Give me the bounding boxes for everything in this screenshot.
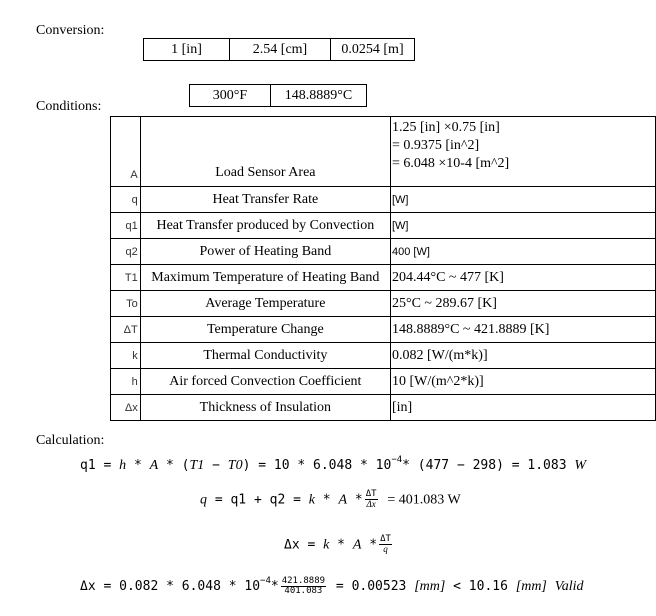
row-value: 1.25 [in] ×0.75 [in] = 0.9375 [in^2] = 6.048 ×10-4 [m^2]	[390, 117, 655, 187]
temp-fahrenheit: 300°F	[190, 85, 271, 107]
row-value: [W]	[390, 187, 655, 213]
row-description: Thickness of Insulation	[140, 395, 390, 421]
row-symbol: ΔT	[111, 317, 141, 343]
row-description: Heat Transfer Rate	[140, 187, 390, 213]
conditions-temp-table	[189, 84, 367, 107]
equation-thickness: Δx = k * A * $\frac{\Delta T}{q}$	[284, 534, 391, 554]
row-value: [in]	[390, 395, 655, 421]
table-row	[111, 239, 656, 265]
row-description: Air forced Convection Coefficient	[140, 369, 390, 395]
equation-total-heat: q = q1 + q2 = k * A * $\frac{\Delta T}{\Delta x}$ = 401.083 W	[200, 489, 461, 509]
table-row	[111, 291, 656, 317]
conversion-inches: 1 [in]	[144, 39, 230, 61]
conditions-label: Conditions:	[36, 99, 102, 114]
row-symbol: To	[111, 291, 141, 317]
row-symbol: q2	[111, 239, 141, 265]
conversion-label: Conversion:	[36, 23, 105, 38]
conversion-table	[143, 38, 415, 61]
equation-thickness-result: $\Delta x = 0.082 * 6.048 * 10^{-4}*$ $\frac{421.8889}{401.083}$ = 0.00523 [mm] < 10.16 [mm] Valid	[80, 576, 584, 596]
temp-celsius: 148.8889°C	[271, 85, 367, 107]
row-symbol: q	[111, 187, 141, 213]
table-row	[111, 117, 656, 187]
row-value: 25°C ~ 289.67 [K]	[390, 291, 655, 317]
table-row	[111, 317, 656, 343]
row-value: 204.44°C ~ 477 [K]	[390, 265, 655, 291]
table-row	[111, 395, 656, 421]
row-description: Load Sensor Area	[140, 117, 390, 187]
row-value: [W]	[390, 213, 655, 239]
table-row	[111, 265, 656, 291]
row-value: 148.8889°C ~ 421.8889 [K]	[390, 317, 655, 343]
table-row	[111, 369, 656, 395]
row-symbol: k	[111, 343, 141, 369]
row-description: Power of Heating Band	[140, 239, 390, 265]
row-description: Thermal Conductivity	[140, 343, 390, 369]
conversion-cm: 2.54 [cm]	[230, 39, 331, 61]
row-description: Temperature Change	[140, 317, 390, 343]
row-symbol: Δx	[111, 395, 141, 421]
row-symbol: q1	[111, 213, 141, 239]
row-symbol: A	[111, 117, 141, 187]
table-row	[111, 343, 656, 369]
row-value: 10 [W/(m^2*k)]	[390, 369, 655, 395]
row-symbol: T1	[111, 265, 141, 291]
variables-table	[110, 116, 656, 421]
row-description: Average Temperature	[140, 291, 390, 317]
row-symbol: h	[111, 369, 141, 395]
table-row	[111, 187, 656, 213]
table-row	[111, 213, 656, 239]
calculation-label: Calculation:	[36, 433, 105, 448]
equation-convection: $q1 = h * A * (T1 - T0) = 10 * 6.048 * 10^{-4}*$ (477 − 298) = 1.083 W	[80, 455, 587, 473]
conversion-m: 0.0254 [m]	[331, 39, 415, 61]
row-description: Maximum Temperature of Heating Band	[140, 265, 390, 291]
row-value: 0.082 [W/(m*k)]	[390, 343, 655, 369]
row-value: 400 [W]	[390, 239, 655, 265]
row-description: Heat Transfer produced by Convection	[140, 213, 390, 239]
